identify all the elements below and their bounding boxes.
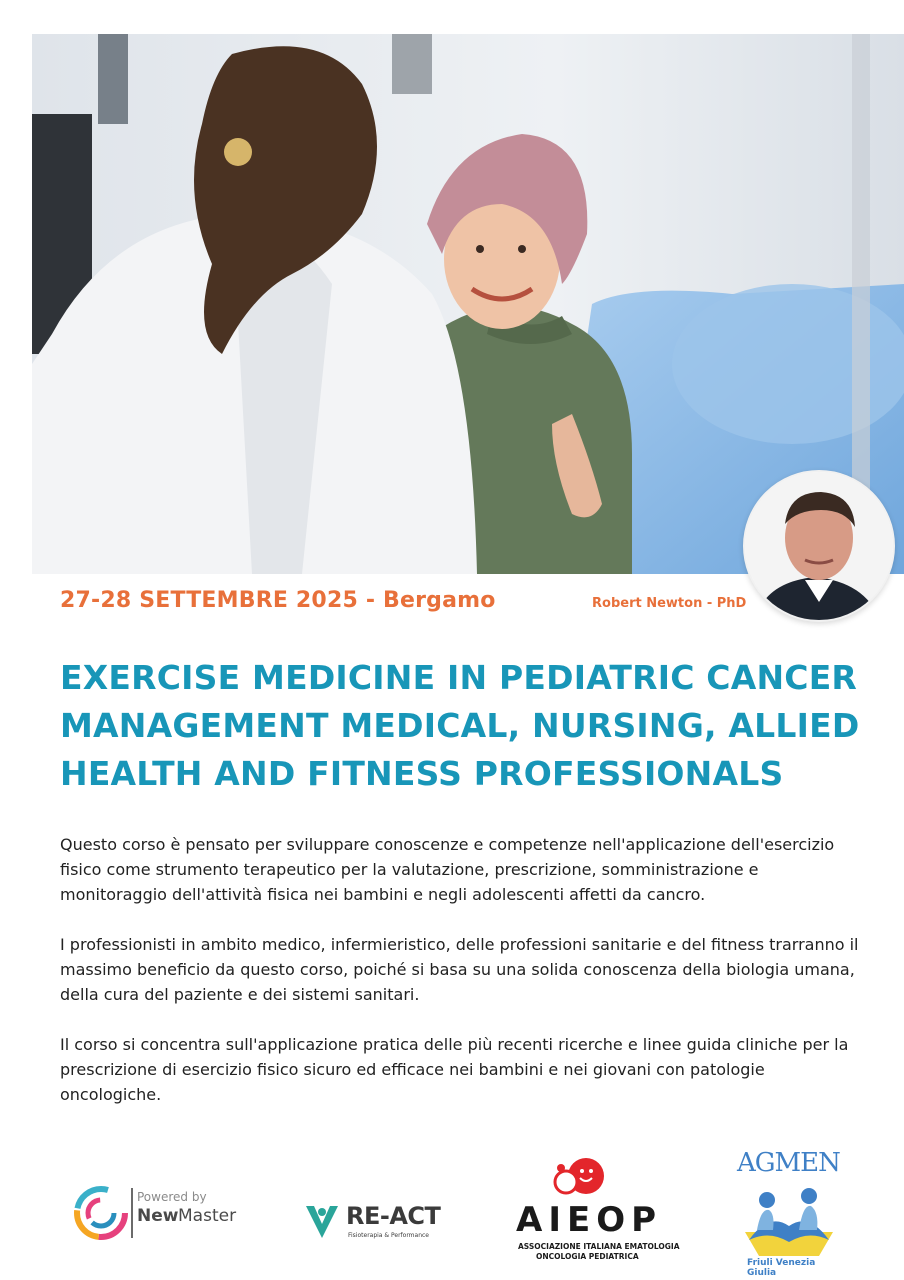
newmaster-name-new: New (137, 1206, 179, 1226)
aieop-logo (510, 1156, 680, 1266)
agmen-logo (735, 1146, 845, 1278)
newmaster-divider (131, 1188, 133, 1238)
description-paragraph-3: Il corso si concentra sull'applicazione pratica delle più recenti ricerche e linee guida cliniche per la prescrizione di esercizio fisico sicuro ed efficace nei bambini e nei giovani con patologie oncologiche. (60, 1035, 849, 1104)
aieop-line1: ASSOCIAZIONE ITALIANA EMATOLOGIA (518, 1242, 680, 1251)
aieop-line2: ONCOLOGIA PEDIATRICA (536, 1252, 639, 1261)
newmaster-name-master: Master (178, 1206, 237, 1226)
react-logo (302, 1200, 442, 1250)
newmaster-powered-by: Powered by (137, 1190, 207, 1204)
speaker-photo (743, 470, 895, 622)
aieop-children-icon (540, 1156, 630, 1206)
description-paragraph-2: I professionisti in ambito medico, infermieristico, delle professioni sanitarie e del fitness trarranno il massimo beneficio da questo corso, poiché si basa su una solida conoscenza della biologia umana, della cura del paziente e dei sistemi sanitari. (60, 935, 859, 1004)
speaker-portrait-illustration (745, 472, 893, 620)
agmen-name: AGMEN (737, 1148, 840, 1178)
react-figure-icon (302, 1202, 342, 1242)
react-tagline: Fisioterapia & Performance (348, 1232, 429, 1239)
newmaster-logo (74, 1184, 244, 1244)
aieop-name: AIEOP (516, 1200, 663, 1240)
newmaster-swirl-icon (74, 1186, 128, 1240)
description-paragraph-1: Questo corso è pensato per sviluppare conoscenze e competenze nell'applicazione dell'esercizio fisico come strumento terapeutico per la valutazione, prescrizione, somministrazione e monitoraggio dell'attività fisica nei bambini e negli adolescenti affetti da cancro. (60, 835, 835, 904)
course-description (60, 832, 860, 1132)
agmen-region: Friuli Venezia Giulia (747, 1258, 816, 1278)
react-name: RE-ACT (346, 1202, 441, 1230)
agmen-family-icon (739, 1182, 839, 1258)
course-title: EXERCISE MEDICINE IN PEDIATRIC CANCER MANAGEMENT MEDICAL, NURSING, ALLIED HEALTH AND FITNESS PROFESSIONALS (60, 658, 860, 793)
speaker-name: Robert Newton - PhD (592, 596, 747, 611)
sponsor-logos (0, 1140, 904, 1280)
event-date-location: 27-28 SETTEMBRE 2025 - Bergamo (60, 588, 496, 613)
